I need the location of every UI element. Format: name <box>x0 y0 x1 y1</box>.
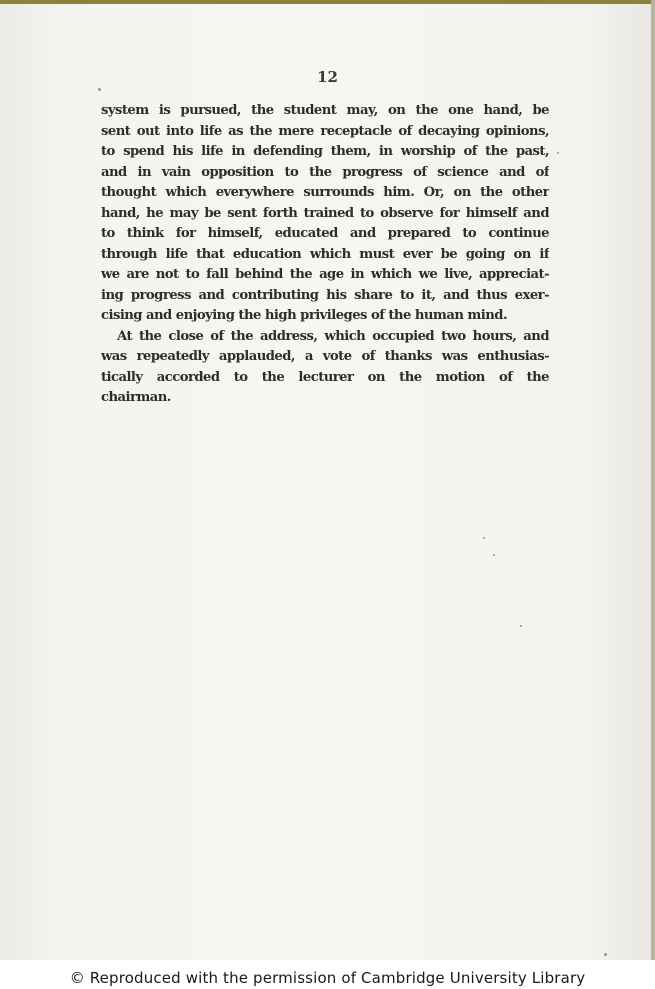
text-line: hand, he may be sent forth trained to observe for himself and <box>101 205 549 221</box>
text-line: to spend his life in defending them, in worship of the past, <box>101 144 549 159</box>
copyright-footer: © Reproduced with the permission of Cambridge University Library <box>69 969 586 987</box>
page-body-text <box>101 101 549 409</box>
page-right-edge <box>651 0 655 960</box>
text-line: cising and enjoying the high privileges of the human mind. <box>101 308 508 323</box>
text-line: to think for himself, educated and prepared to continue <box>101 226 549 241</box>
text-line: thought which everywhere surrounds him. Or, on the other <box>101 185 549 200</box>
text-line: sent out into life as the mere receptacle of decaying opinions, <box>101 123 549 139</box>
text-line: At the close of the address, which occupied two hours, and <box>117 328 549 344</box>
paper-speck <box>604 953 607 956</box>
paper-speck <box>98 88 101 91</box>
text-line: system is pursued, the student may, on the one hand, be <box>101 103 549 118</box>
page-top-edge <box>0 0 655 4</box>
paper-speck <box>520 625 522 627</box>
text-line: tically accorded to the lecturer on the motion of the <box>101 369 549 385</box>
text-line: chairman. <box>101 390 171 405</box>
paper-speck <box>493 554 495 556</box>
paper-speck <box>557 152 559 154</box>
text-line: was repeatedly applauded, a vote of thanks was enthusias- <box>101 349 549 364</box>
text-line: we are not to fall behind the age in which we live, appreciat- <box>101 267 549 282</box>
text-line: ing progress and contributing his share to it, and thus exer- <box>101 287 549 303</box>
text-line: and in vain opposition to the progress of science and of <box>101 164 549 180</box>
text-line: through life that education which must ever be going on if <box>101 246 549 262</box>
page-number: 12 <box>317 68 338 86</box>
paper-speck <box>483 537 485 539</box>
